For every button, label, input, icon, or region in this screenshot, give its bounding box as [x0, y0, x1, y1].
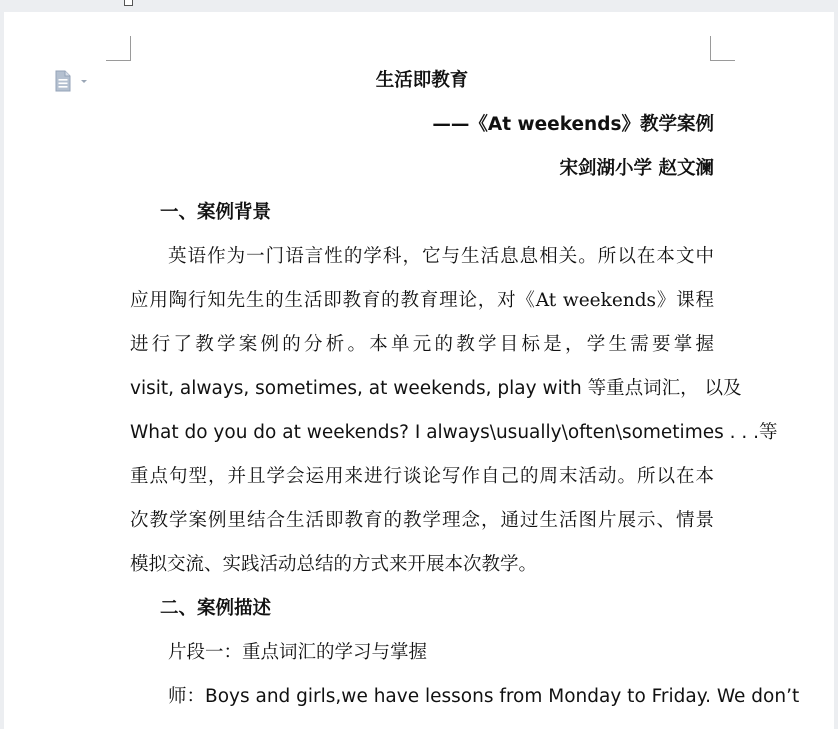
body-line-3: 进行了教学案例的分析。本单元的教学目标是，学生需要掌握	[130, 334, 714, 355]
document-options-icon[interactable]	[54, 70, 98, 92]
body-line-8: 模拟交流、实践活动总结的方式来开展本次教学。	[130, 554, 538, 575]
ruler-marker[interactable]	[124, 0, 133, 6]
fragment-line: 片段一：重点词汇的学习与掌握	[168, 642, 428, 663]
chevron-down-icon	[81, 80, 87, 83]
body-line-5: What do you do at weekends? I always\usually\often\sometimes . . .等	[130, 422, 778, 443]
document-title: 生活即教育	[375, 70, 469, 91]
document-page[interactable]	[4, 12, 834, 729]
body-line-1: 英语作为一门语言性的学科，它与生活息息相关。所以在本文中	[168, 246, 714, 267]
section-heading-description: 二、案例描述	[160, 598, 272, 619]
document-icon	[54, 70, 94, 92]
body-line-6: 重点句型，并且学会运用来进行谈论写作自己的周末活动。所以在本	[130, 466, 714, 487]
margin-corner-top-right	[710, 36, 735, 61]
document-subtitle: ——《At weekends》教学案例	[432, 114, 714, 135]
body-line-7: 次教学案例里结合生活即教育的教学理念，通过生活图片展示、情景	[130, 510, 714, 531]
body-line-4: visit, always, sometimes, at weekends, play with 等重点词汇， 以及	[130, 378, 742, 399]
section-heading-background: 一、案例背景	[160, 202, 272, 223]
body-line-2: 应用陶行知先生的生活即教育的教育理论，对《At weekends》课程	[130, 290, 714, 311]
margin-corner-top-left	[106, 36, 131, 61]
dialogue-line: 师：Boys and girls,we have lessons from Monday to Friday. We don’t	[168, 686, 800, 707]
author-line: 宋剑湖小学 赵文澜	[559, 158, 714, 179]
